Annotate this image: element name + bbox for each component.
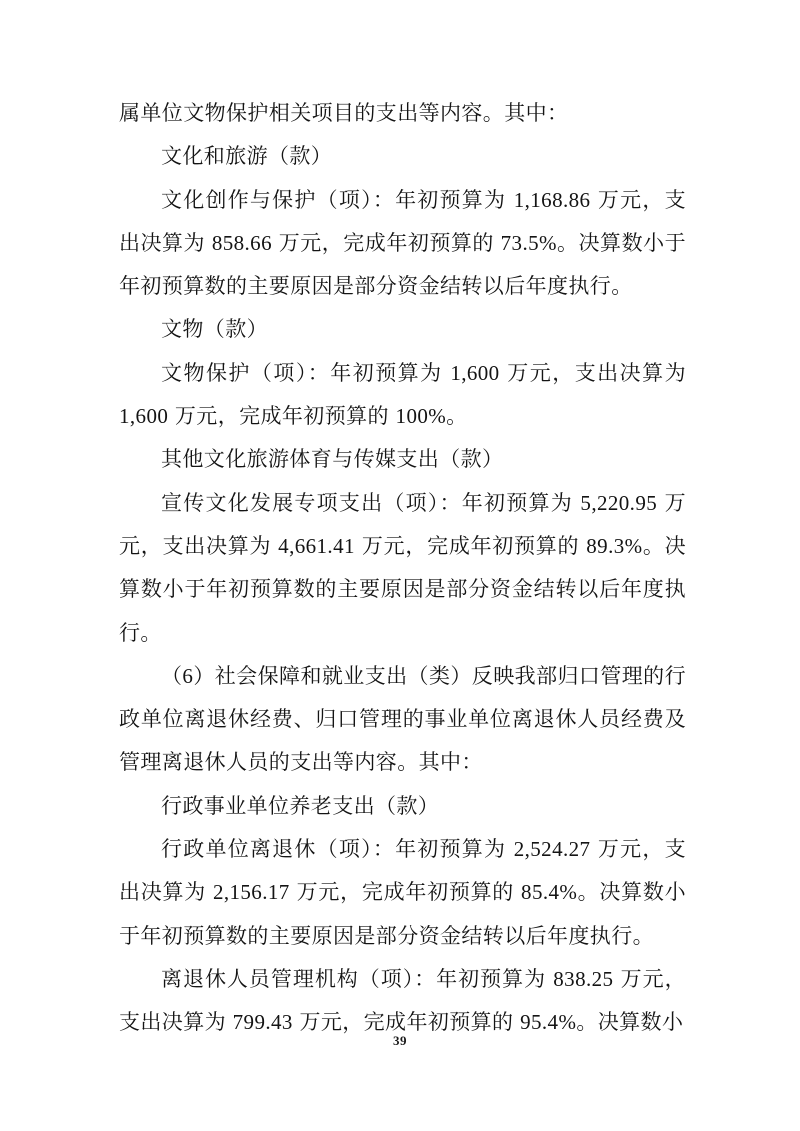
paragraph: 文化和旅游（款） [161, 144, 333, 169]
paragraph: 文物保护（项）：年初预算为 1,600 万元，支出决算为 1,600 万元，完成年初预算的 100%。 [119, 360, 686, 429]
document-body [119, 92, 686, 1045]
paragraph: 离退休人员管理机构（项）：年初预算为 838.25 万元，支出决算为 799.43 万元，完成年初预算的 95.4%。决算数小 [119, 966, 686, 1035]
paragraph: 其他文化旅游体育与传媒支出（款） [161, 447, 504, 472]
paragraph: 行政事业单位养老支出（款） [161, 793, 440, 818]
paragraph: 文物（款） [161, 317, 268, 342]
paragraph: 文化创作与保护（项）：年初预算为 1,168.86 万元，支出决算为 858.66 万元，完成年初预算的 73.5%。决算数小于年初预算数的主要原因是部分资金结转以后年度执行。 [119, 187, 686, 299]
page-number: 39 [393, 1033, 407, 1048]
paragraph: 宣传文化发展专项支出（项）：年初预算为 5,220.95 万元，支出决算为 4,661.41 万元，完成年初预算的 89.3%。决算数小于年初预算数的主要原因是部分资金结转以后年度执行。 [119, 490, 686, 645]
paragraph: （6）社会保障和就业支出（类）反映我部归口管理的行政单位离退休经费、归口管理的事业单位离退休人员经费及管理离退休人员的支出等内容。其中： [119, 663, 686, 775]
paragraph: 属单位文物保护相关项目的支出等内容。其中： [119, 101, 569, 125]
paragraph: 行政单位离退休（项）：年初预算为 2,524.27 万元，支出决算为 2,156.17 万元，完成年初预算的 85.4%。决算数小于年初预算数的主要原因是部分资金结转以后年度执行。 [119, 837, 686, 948]
